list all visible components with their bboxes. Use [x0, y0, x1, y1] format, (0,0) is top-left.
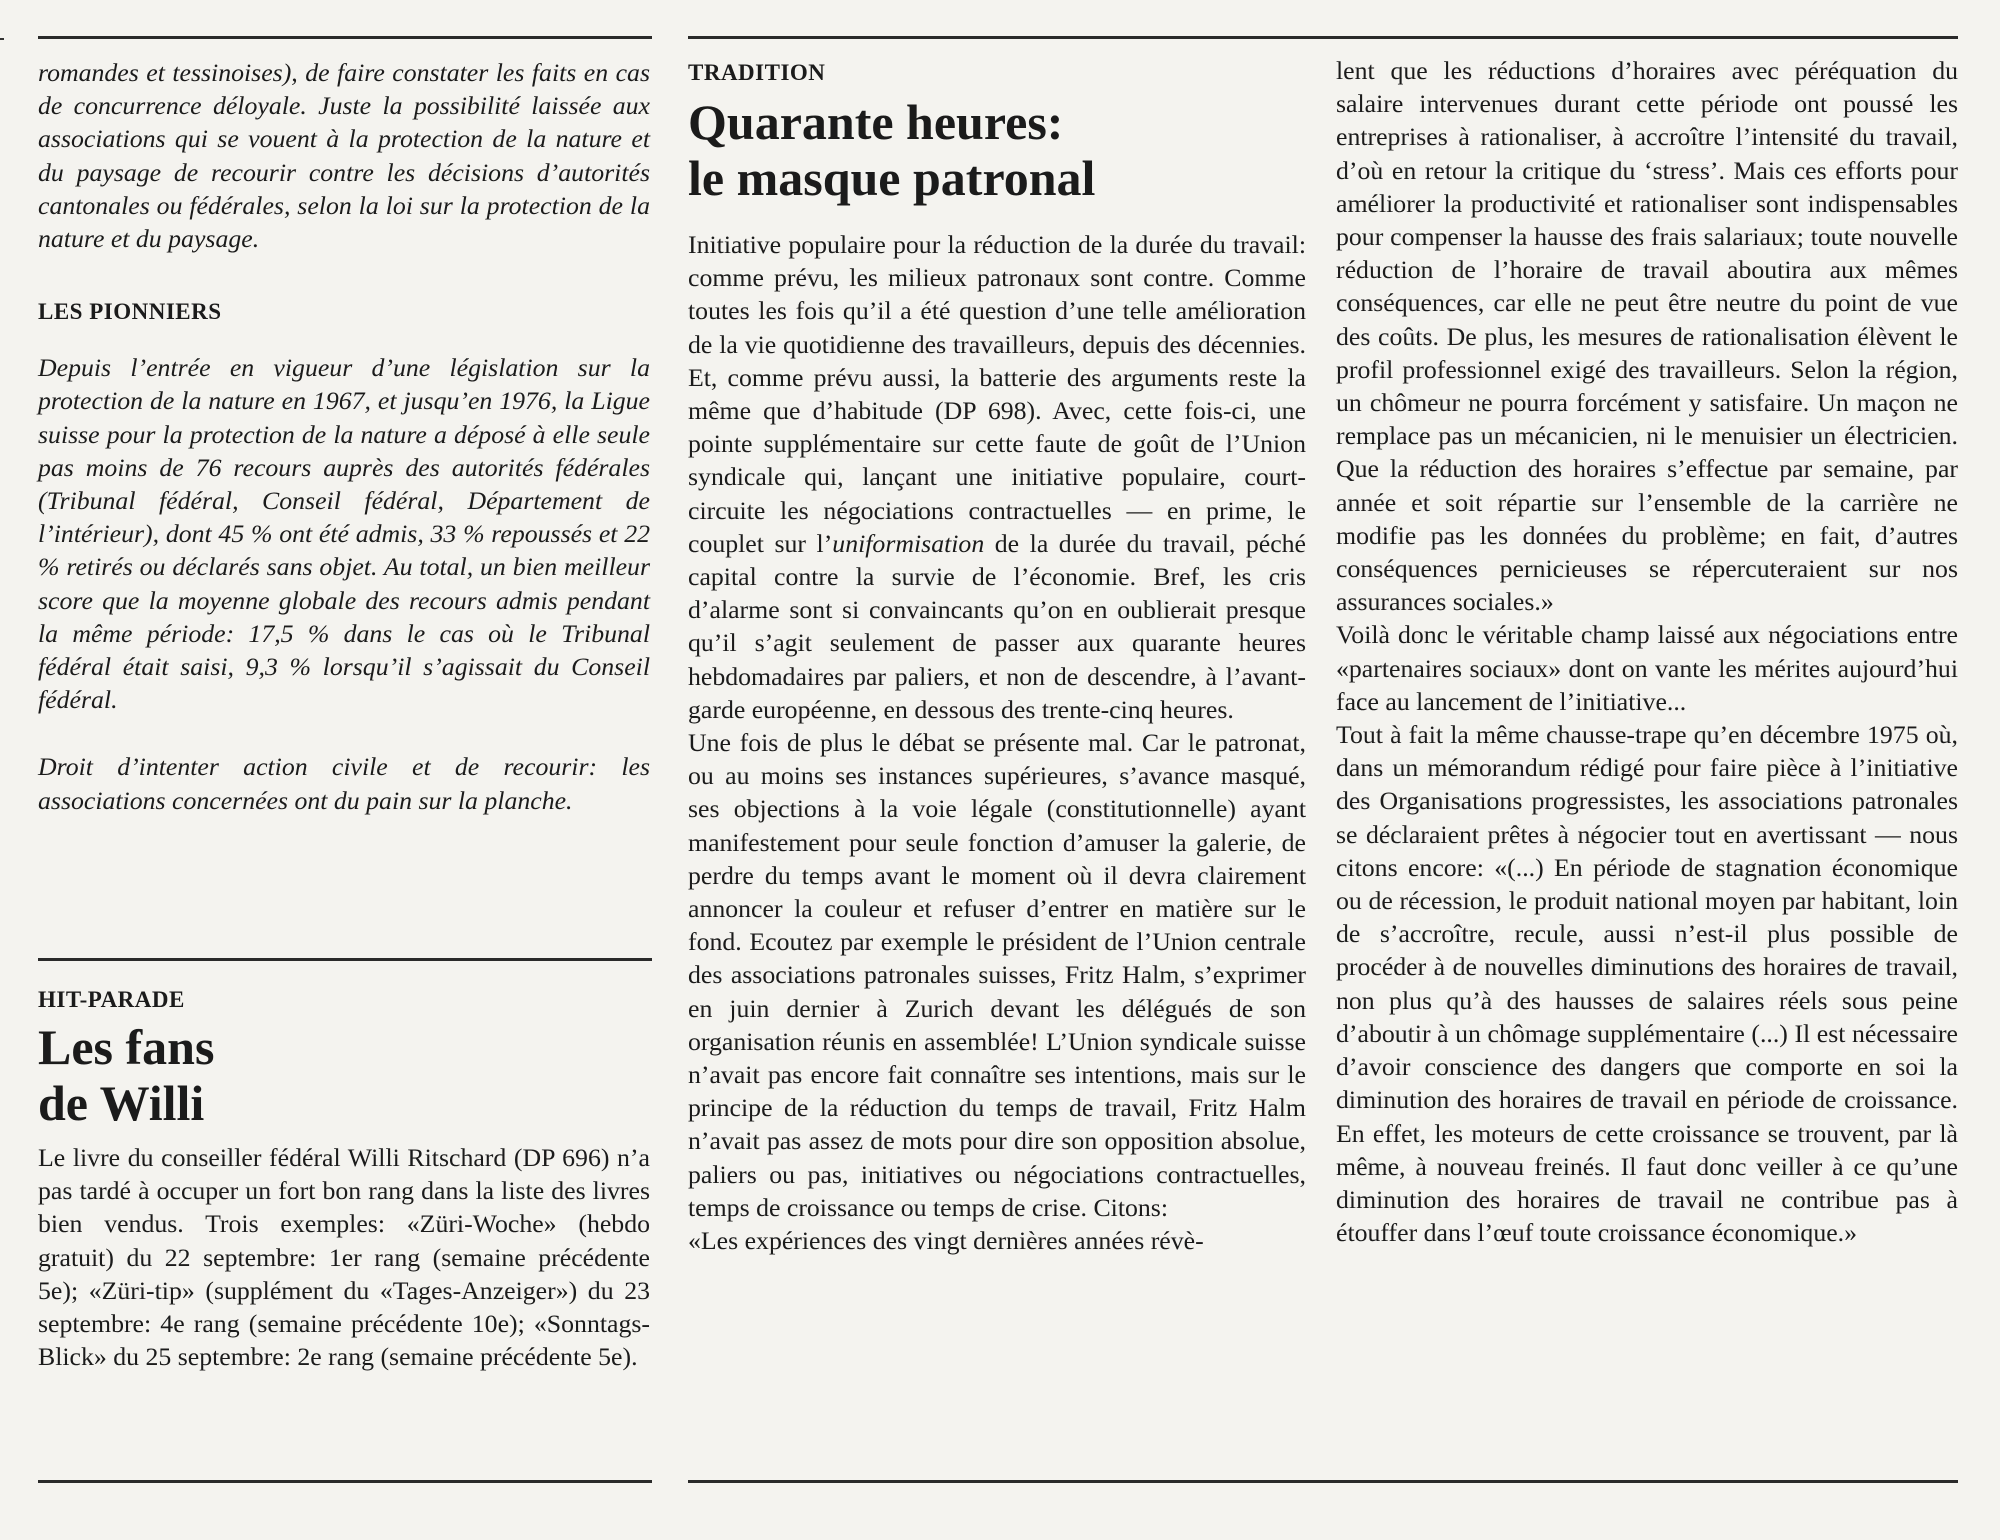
- article-paragraph-1: [688, 228, 1306, 726]
- right-paragraph-2: Voilà donc le véritable champ laissé aux négociations entre «partenaires sociaux» dont on vante les mérites aujourd’hui face au lancement de l’initiative...: [1336, 620, 1958, 716]
- left-column: [38, 50, 650, 817]
- tradition-kicker: TRADITION: [688, 60, 826, 85]
- article-title-line-1: Quarante heures:: [688, 94, 1064, 150]
- hit-parade-body: Le livre du conseiller fédéral Willi Ritschard (DP 696) n’a pas tardé à occuper un fort bon rang dans la liste des livres bien vendus. Trois exemples: «Züri-Woche» (hebdo gratuit) du 22 septembre: 1er rang (semaine précédente 5e); «Züri-tip» (supplément du «Tages-Anzeiger») du 23 septembre: 4e rang (semaine précédente 10e); «Sonntags-Blick» du 25 septembre: 2e rang (semaine précédente 5e).: [38, 1143, 650, 1372]
- right-paragraph-3: Tout à fait la même chausse-trape qu’en décembre 1975 où, dans un mémorandum rédigé pour faire pièce à l’initiative des Organisations progressistes, les associations patronales se déclaraient prêtes à négocier tout en avertissant — nous citons encore: «(...) En période de stagnation économique ou de récession, le produit national moyen par habitant, loin de s’accroître, recule, aussi n’est-il plus possible de procéder à de nouvelles diminutions des horaires de travail, non plus qu’à des hausses de salaires réels sous peine d’aboutir à un chômage supplémentaire (...) Il est nécessaire d’avoir conscience des dangers que comporte en soi la diminution des horaires de travail en période de croissance. En effet, les moteurs de cette croissance se trouvent, par là même, à nouveau freinés. Il faut donc veiller à ce qu’une diminution des horaires de travail ne contribue pas à étouffer dans l’œuf toute croissance économique.»: [1336, 720, 1958, 1248]
- page-edge-mark: [0, 38, 4, 40]
- article-title-line-2: le masque patronal: [688, 150, 1096, 206]
- middle-column: [688, 50, 1306, 1257]
- mid-rule-left: [38, 958, 652, 961]
- hit-parade-kicker: HIT-PARADE: [38, 987, 185, 1012]
- pionniers-paragraph-2: Droit d’intenter action civile et de recourir: les associations concernées ont du pain sur la planche.: [38, 752, 650, 815]
- bottom-rule-right: [688, 1480, 1958, 1483]
- top-rule-left: [38, 36, 652, 39]
- right-column: [1336, 54, 1958, 1249]
- article-paragraph-2: Une fois de plus le débat se présente mal. Car le patronat, ou au moins ses instances supérieures, s’avance masqué, ses objections à la voie légale (constitutionnelle) ayant manifestement pour seule fonction d’amuser la galerie, de perdre du temps avant le moment où il devra clairement annoncer la couleur et refuser d’entrer en matière sur le fond. Ecoutez par exemple le président de l’Union centrale des associations patronales suisses, Fritz Halm, s’exprimer en juin dernier à Zurich devant les délégués de son organisation réunis en assemblée! L’Union syndicale suisse n’avait pas encore fait connaître ses intentions, mais sur le principe de la réduction du temps de travail, Fritz Halm n’avait pas assez de mots pour dire son opposition absolue, paliers ou pas, initiatives ou négociations contractuelles, temps de croissance ou temps de crise. Citons:: [688, 728, 1306, 1222]
- top-rule-right: [688, 36, 1958, 39]
- left-intro-paragraph: romandes et tessinoises), de faire constater les faits en cas de concurrence déloyale. Juste la possibilité laissée aux associations qui se vouent à la protection de la nature et du paysage de recourir contre les décisions d’autorités cantonales ou fédérales, selon la loi sur la protection de la nature et du paysage.: [38, 58, 650, 254]
- article-paragraph-1-end: de la durée du travail, péché capital contre la survie de l’économie. Bref, les cris d’alarme sont si convaincants qu’on en oublierait presque qu’il s’agit seulement de passer aux quarante heures hebdomadaires par paliers, et non de descendre, à l’avant-garde européenne, en dessous des trente-cinq heures.: [688, 528, 1306, 724]
- pionniers-heading: LES PIONNIERS: [38, 299, 222, 325]
- hit-parade-title-line-1: Les fans: [38, 1019, 215, 1075]
- hit-parade-section: [38, 985, 650, 1373]
- pionniers-paragraph-1: Depuis l’entrée en vigueur d’une législation sur la protection de la nature en 1967, et jusqu’en 1976, la Ligue suisse pour la protection de la nature a déposé à elle seule pas moins de 76 recours auprès des autorités fédérales (Tribunal fédéral, Conseil fédéral, Département de l’intérieur), dont 45 % ont été admis, 33 % repoussés et 22 % retirés ou déclarés sans objet. Au total, un bien meilleur score que la moyenne globale des recours admis pendant la même période: 17,5 % dans le cas où le Tribunal fédéral était saisi, 9,3 % lorsqu’il s’agissait du Conseil fédéral.: [38, 353, 650, 715]
- bottom-rule-left: [38, 1480, 652, 1483]
- hit-parade-title-line-2: de Willi: [38, 1075, 205, 1131]
- article-emphasis-uniformisation: uniformisation: [832, 528, 985, 558]
- article-paragraph-1-text: Initiative populaire pour la réduction de la durée du travail: comme prévu, les milieux patronaux sont contre. Comme toutes les fois qu’il a été question d’une telle amélioration de la vie quotidienne des travailleurs, depuis des décennies. Et, comme prévu aussi, la batterie des arguments reste la même que d’habitude (DP 698). Avec, cette fois-ci, une pointe supplémentaire sur cette faute de goût de l’Union syndicale qui, lançant une initiative populaire, court-circuite les négociations contractuelles — en prime, le couplet sur l’: [688, 230, 1306, 558]
- article-paragraph-3: «Les expériences des vingt dernières années révè-: [688, 1226, 1204, 1256]
- right-paragraph-1: lent que les réductions d’horaires avec péréquation du salaire intervenues durant cette période ont poussé les entreprises à rationaliser, à accroître l’intensité du travail, d’où en retour la critique du ‘stress’. Mais ces efforts pour améliorer la productivité et rationaliser sont indispensables pour compenser la hausse des frais salariaux; toute nouvelle réduction de l’horaire de travail aboutira aux mêmes conséquences, car elle ne peut être neutre du point de vue des coûts. De plus, les mesures de rationalisation élèvent le profil professionnel exigé des travailleurs. Selon la région, un chômeur ne pourra forcément y satisfaire. Un maçon ne remplace pas un mécanicien, ni le menuisier un électricien. Que la réduction des horaires s’effectue par semaine, par année et soit répartie sur l’ensemble de la carrière ne modifie pas les données du problème; en fait, d’autres conséquences pernicieuses se répercuteraient sur nos assurances sociales.»: [1336, 56, 1958, 617]
